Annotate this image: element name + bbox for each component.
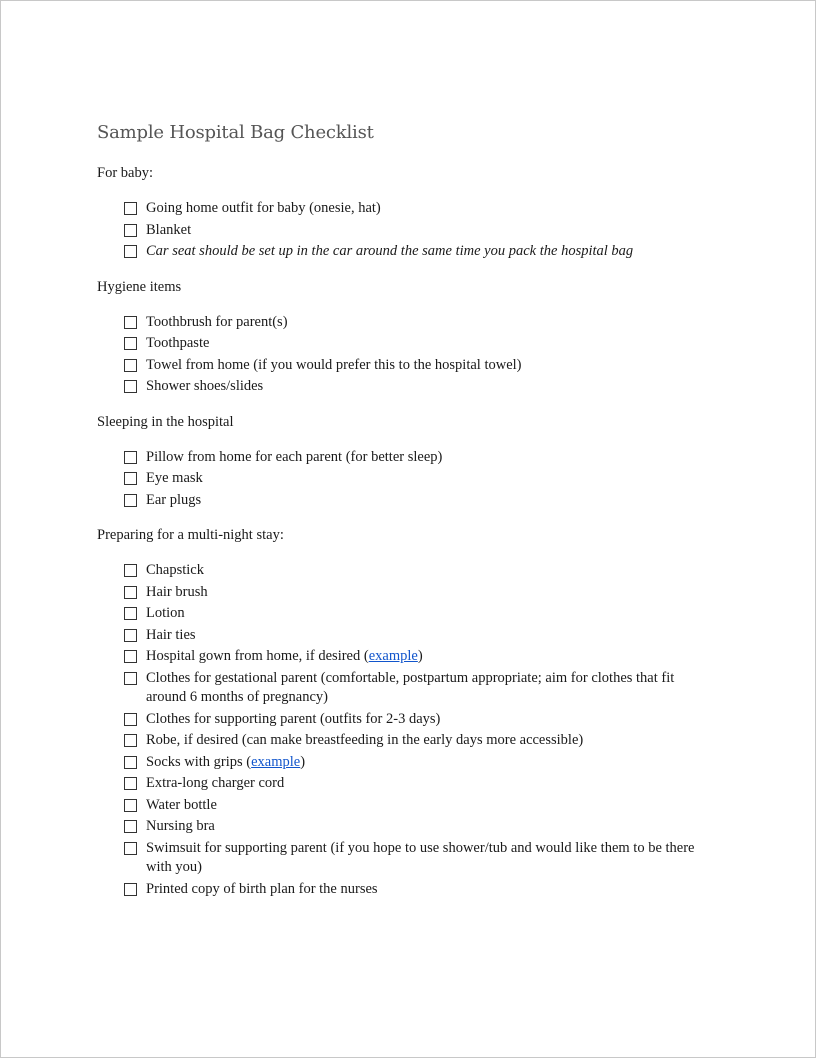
checkbox[interactable] [124, 359, 137, 372]
checkbox[interactable] [124, 224, 137, 237]
checklist-item-text: Toothbrush for parent(s) [146, 313, 288, 330]
checklist-item [124, 583, 717, 603]
checklist-item-text: Nursing bra [146, 818, 215, 834]
checklist-item-text-suffix: ) [417, 648, 423, 664]
checkbox[interactable] [124, 629, 137, 642]
checkbox[interactable] [124, 472, 137, 485]
checkbox[interactable] [124, 883, 137, 896]
checklist-item-text: Clothes for supporting parent (outfits for 2-3 days) [146, 710, 441, 727]
checkbox[interactable] [124, 451, 137, 464]
checklist-item-text: Extra-long charger cord [146, 775, 285, 791]
checkbox[interactable] [124, 777, 137, 790]
checklist-item [124, 604, 717, 624]
checklist-item-text: Toothpaste [146, 335, 210, 351]
checklist [97, 199, 717, 262]
checklist-item [124, 839, 717, 878]
checklist-item-text: Hair ties [146, 626, 196, 643]
checklist-item [124, 242, 717, 262]
checklist-item [124, 817, 717, 837]
checkbox[interactable] [124, 564, 137, 577]
checklist-item [124, 753, 717, 773]
checklist-item-text-suffix: ) [300, 753, 306, 770]
checklist [97, 313, 717, 397]
checkbox[interactable] [124, 202, 137, 215]
section-heading: Hygiene items [97, 278, 182, 295]
checkbox[interactable] [124, 672, 137, 685]
checkbox[interactable] [124, 820, 137, 833]
checklist-item-text: Car seat should be set up in the car around the same time you pack the hospital bag [146, 243, 634, 259]
checklist-item [124, 491, 717, 511]
example-link[interactable]: example [368, 648, 418, 664]
checkbox[interactable] [124, 245, 137, 258]
checkbox[interactable] [124, 380, 137, 393]
checklist-item-text: Shower shoes/slides [146, 378, 264, 394]
checkbox[interactable] [124, 337, 137, 350]
checkbox[interactable] [124, 756, 137, 769]
checklist-item [124, 221, 717, 241]
checkbox[interactable] [124, 494, 137, 507]
checklist-item-text: Hair brush [146, 583, 208, 600]
checklist-item [124, 469, 717, 489]
section-heading: Preparing for a multi-night stay: [97, 527, 284, 543]
checklist-item-text: Pillow from home for each parent (for better sleep) [146, 448, 443, 465]
checklist-item [124, 880, 717, 900]
checkbox[interactable] [124, 607, 137, 620]
checklist [97, 448, 717, 511]
checklist-sections [97, 163, 717, 899]
checklist-item [124, 199, 717, 219]
example-link[interactable]: example [251, 753, 301, 770]
checkbox[interactable] [124, 842, 137, 855]
checklist-item-text: Lotion [146, 605, 185, 621]
checklist-item [124, 669, 717, 708]
section-heading: For baby: [97, 165, 153, 181]
checklist-item [124, 774, 717, 794]
checkbox[interactable] [124, 799, 137, 812]
checklist-item-text: Hospital gown from home, if desired ( [146, 648, 369, 664]
checklist-item-text: Robe, if desired (can make breastfeeding in the early days more accessible) [146, 732, 584, 748]
checklist-item-text: Printed copy of birth plan for the nurses [146, 880, 378, 897]
checklist-item-text: Ear plugs [146, 491, 202, 508]
checklist-item [124, 626, 717, 646]
checklist-item [124, 334, 717, 354]
checkbox[interactable] [124, 316, 137, 329]
checklist-item-text: Towel from home (if you would prefer this to the hospital towel) [146, 356, 522, 373]
checklist-item [124, 377, 717, 397]
checklist [97, 561, 717, 899]
checkbox[interactable] [124, 734, 137, 747]
section-heading: Sleeping in the hospital [97, 413, 234, 430]
checklist-item-text: Socks with grips ( [146, 753, 252, 770]
checklist-item [124, 313, 717, 333]
checkbox[interactable] [124, 650, 137, 663]
checklist-item [124, 710, 717, 730]
checklist-item-text: Clothes for gestational parent (comfortable, postpartum appropriate; aim for clothes that fit around 6 months of pregnancy) [146, 669, 675, 705]
checklist-item [124, 796, 717, 816]
checklist-item [124, 356, 717, 376]
document-body [97, 119, 717, 914]
checklist-item [124, 448, 717, 468]
checklist-item-text: Chapstick [146, 562, 204, 578]
checkbox[interactable] [124, 586, 137, 599]
checklist-item-text: Eye mask [146, 470, 203, 486]
page-title: Sample Hospital Bag Checklist [97, 122, 374, 143]
checkbox[interactable] [124, 713, 137, 726]
checklist-item-text: Water bottle [146, 796, 217, 813]
checklist-item-text: Swimsuit for supporting parent (if you hope to use shower/tub and would like them to be there with you) [146, 839, 695, 875]
checklist-item [124, 647, 717, 667]
checklist-item [124, 561, 717, 581]
checklist-item-text: Going home outfit for baby (onesie, hat) [146, 200, 381, 216]
checklist-item-text: Blanket [146, 221, 192, 238]
checklist-item [124, 731, 717, 751]
